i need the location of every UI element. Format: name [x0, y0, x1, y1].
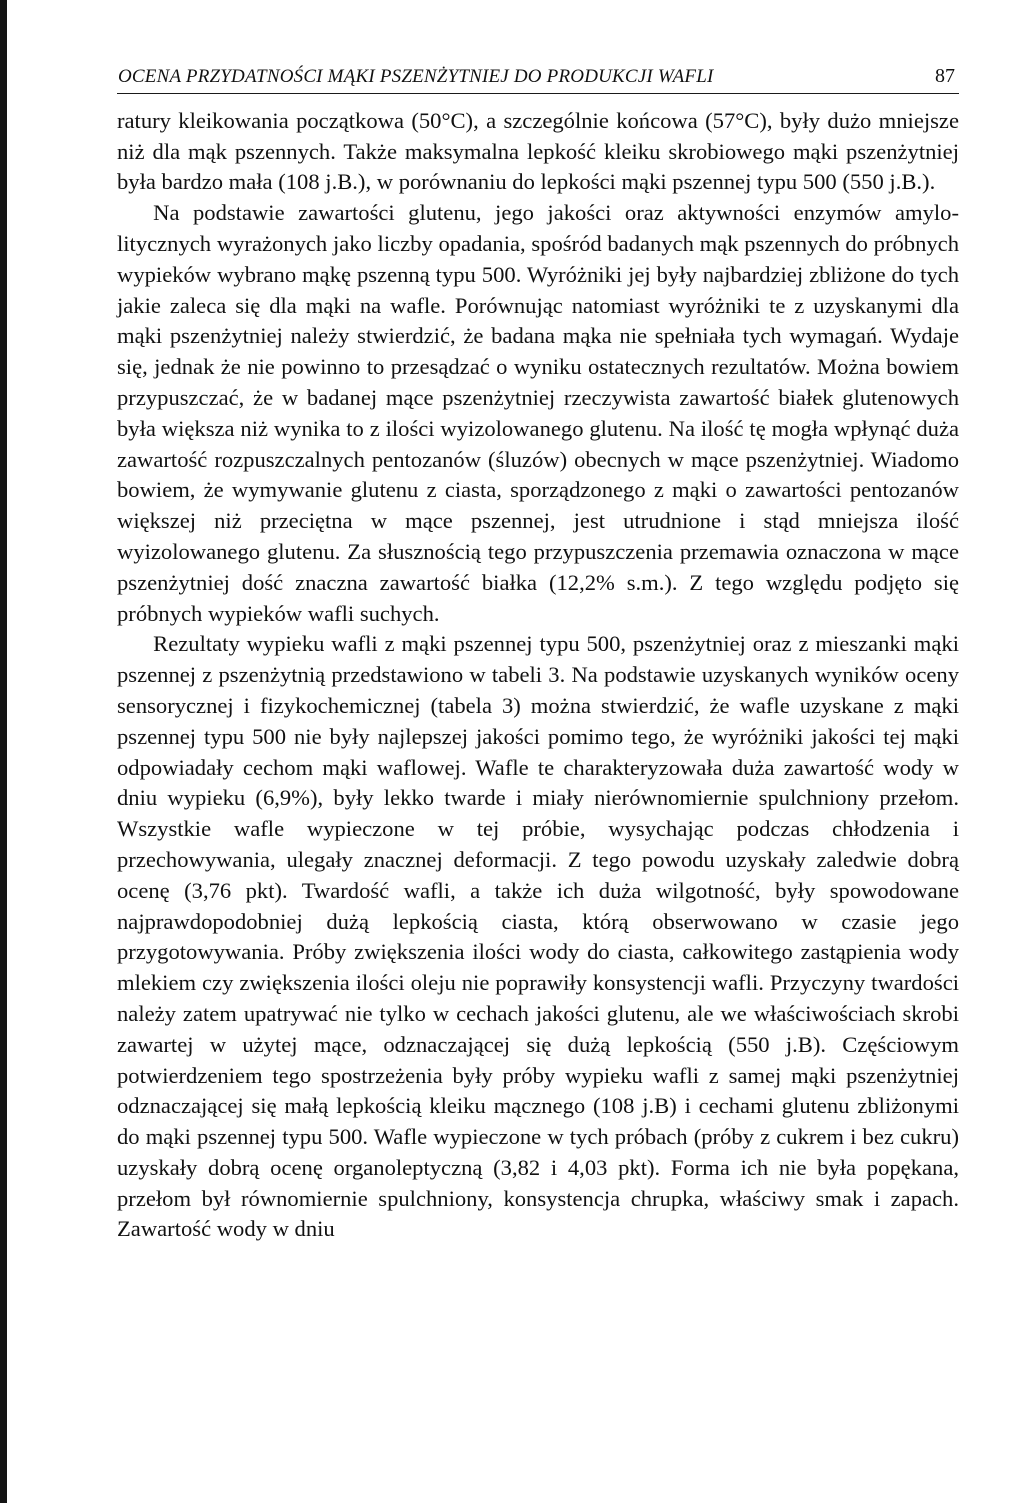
- running-title: OCENA PRZYDATNOŚCI MĄKI PSZENŻYTNIEJ DO PRODUKCJI WAFLI: [118, 66, 714, 87]
- page-number: 87: [935, 65, 955, 87]
- paragraph-baking-results: Rezultaty wypieku wafli z mąki pszennej typu 500, pszenżytniej oraz z mieszanki mąki pszennej z pszenżytnią przedstawiono w tabeli 3. Na podstawie uzyskanych wyników oceny sensorycznej i fizykochemicznej (tabela 3) można stwierdzić, że wafle uzyskane z mąki pszennej typu 500 nie były najlepszej jakości pomimo tego, że wyróżniki jakości tej mąki odpowiadały cechom mąki waflowej. Wafle te charakteryzowała duża zawartość wody w dniu wypieku (6,9%), były lekko twarde i miały nierównomiernie spulchniony przełom. Wszystkie wafle wypieczone w tej próbie, wysychając podczas chłodzenia i przechowywania, ulegały znacznej deformacji. Z tego powodu uzyskały zaledwie dobrą ocenę (3,76 pkt). Twardość wafli, a także ich duża wilgotność, były spowodowane najprawdopodobniej dużą lepkością ciasta, którą obserwowano w czasie jego przygotowywania. Próby zwiększenia ilości wody do ciasta, całkowitego zastąpienia wody mlekiem czy zwiększenia ilości oleju nie poprawiły konsystencji wafli. Przyczyny twardości należy zatem upatrywać nie tylko w cechach jakości glutenu, ale we właściwościach skrobi zawartej w użytej mące, odznaczającej się dużą lepkością (550 j.B). Częściowym potwierdzeniem tego spostrzeżenia były próby wypieku wafli z samej mąki pszenżytniej odznaczającej się małą lepkością kleiku mącznego (108 j.B) i cechami glutenu zbliżonymi do mąki pszennej typu 500. Wafle wypieczone w tych próbach (próby z cukrem i bez cukru) uzyskały dobrą ocenę organoleptyczną (3,82 i 4,03 pkt). Forma ich nie była popękana, przełom był równomiernie spulchniony, konsystencja chrupka, właściwy smak i zapach. Zawartość wody w dniu: [117, 631, 959, 1242]
- scan-edge-shadow: [0, 0, 7, 1503]
- paragraph-continued: ratury kleikowania początkowa (50°C), a szczególnie końcowa (57°C), były dużo mniejsze niż dla mąk pszennych. Także maksymalna lepkość kleiku skrobiowego mąki pszenżytniej była bardzo mała (108 j.B.), w porównaniu do lepkości mąki pszennej typu 500 (550 j.B.).: [117, 107, 959, 195]
- paragraph-gluten-analysis: Na podstawie zawartości glutenu, jego jakości oraz aktywności enzymów amylolitycznych wyrażonych jako liczby opadania, spośród badanych mąk pszennych do próbnych wypieków wybrano mąkę pszenną typu 500. Wyróżniki jej były najbardziej zbliżone do tych jakie zaleca się dla mąki na wafle. Porównując natomiast wyróżniki te z uzyskanymi dla mąki pszenżytniej należy stwierdzić, że badana mąka nie spełniała tych wymagań. Wydaje się, jednak że nie powinno to przesądzać o wyniku ostatecznych rezultatów. Można bowiem przypuszczać, że w badanej mące pszenżytniej rzeczywista zawartość białek glutenowych była większa niż wynika to z ilości wyizolowanego glutenu. Na ilość tę mogła wpłynąć duża zawartość rozpuszczalnych pentozanów (śluzów) obecnych w mące pszenżytniej. Wiadomo bowiem, że wymywanie glutenu z ciasta, sporządzonego z mąki o zawartości pentozanów większej niż przeciętna w mące pszennej, jest utrudnione i stąd mniejsza ilość wyizolowanego glutenu. Za słusznością tego przypuszczenia przemawia oznaczona w mące pszenżytniej dość znaczna zawartość białka (12,2% s.m.). Z tego względu podjęto się próbnych wypieków wafli suchych.: [117, 200, 959, 626]
- body-text: [117, 106, 959, 1245]
- running-header: [117, 64, 959, 94]
- journal-page: [117, 64, 959, 1245]
